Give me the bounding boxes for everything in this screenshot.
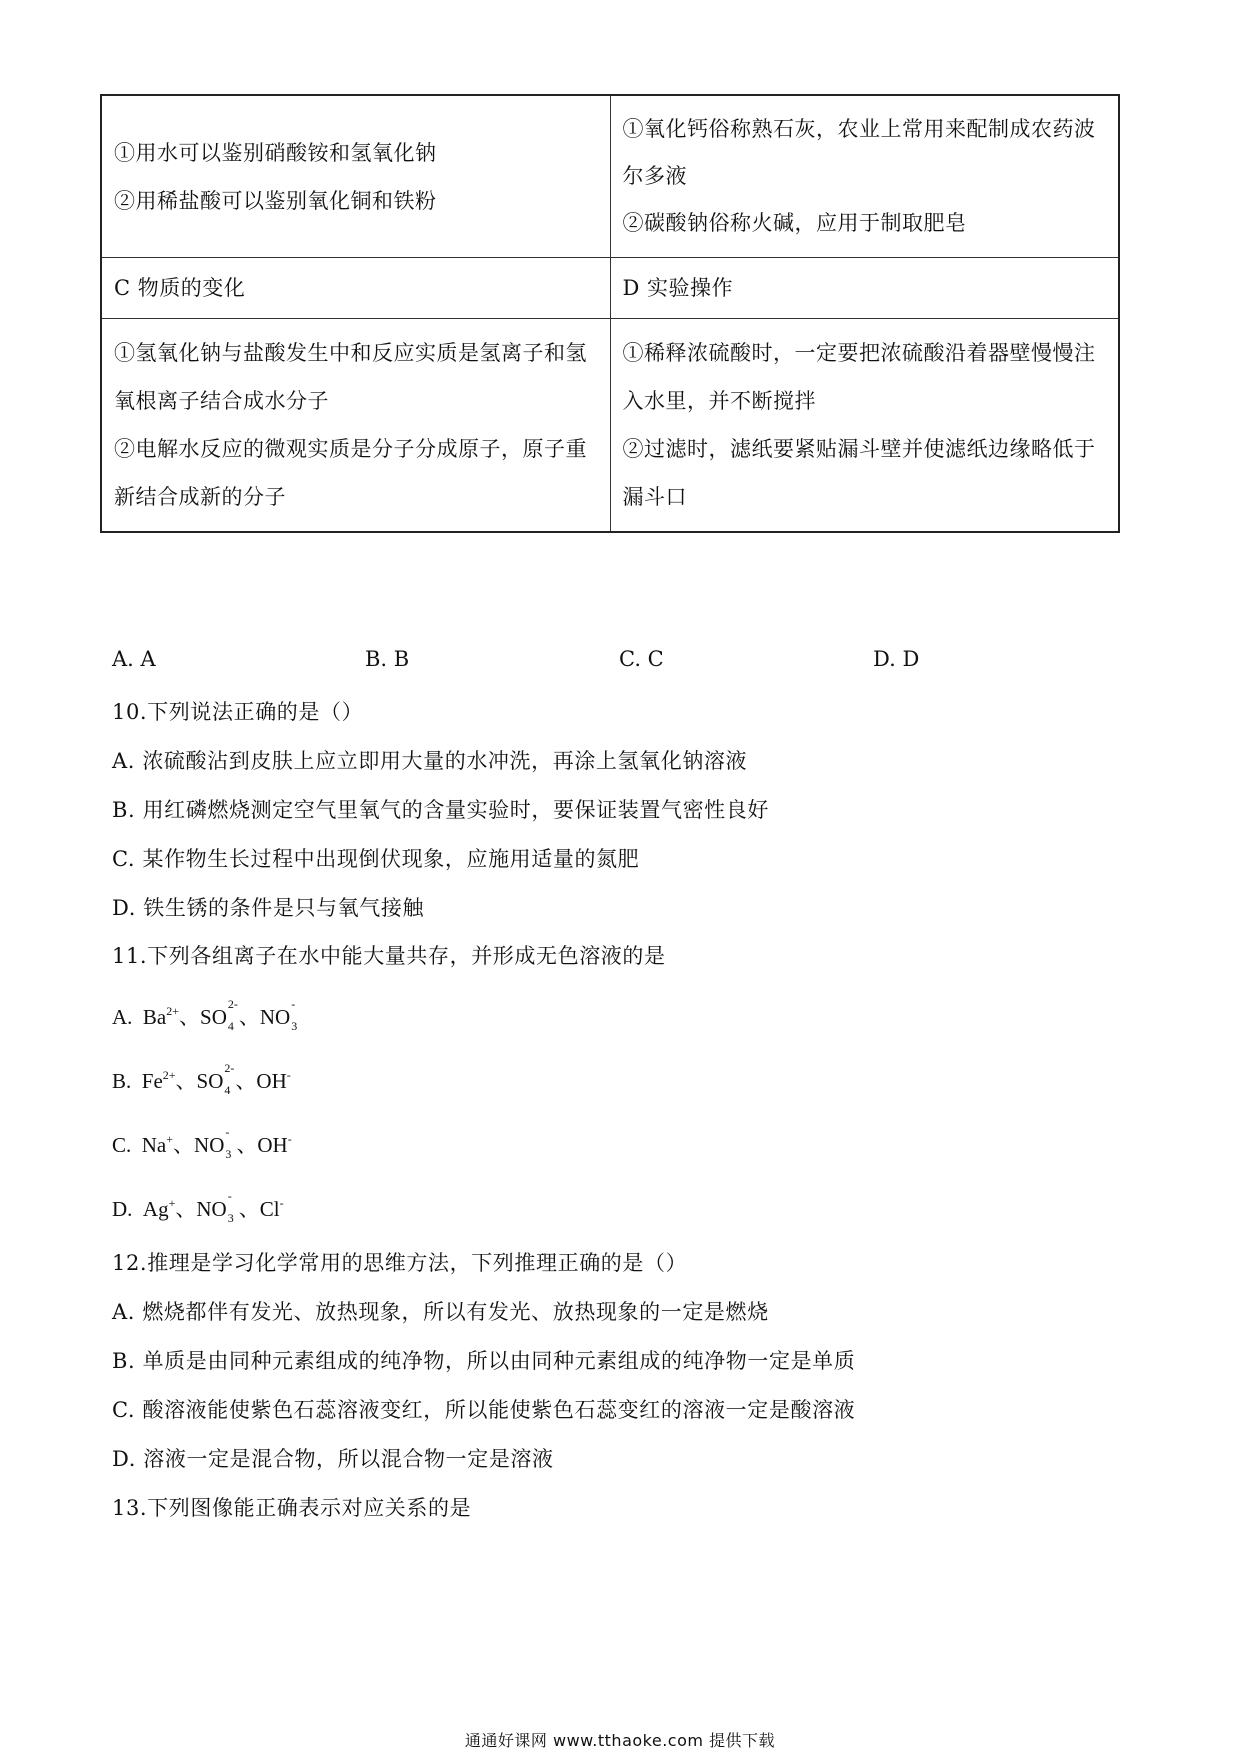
cell-line: 入水里，并不断搅拌 (622, 389, 816, 413)
ion-1: Fe (141, 1069, 163, 1093)
ion-2-subscript: 4 (227, 1019, 234, 1034)
q12-option-c[interactable]: C. 酸溶液能使紫色石蕊溶液变红，所以能使紫色石蕊变红的溶液一定是酸溶液 (112, 1398, 856, 1422)
ion-3-charge: - (287, 1132, 292, 1146)
ion-1: Na (141, 1133, 167, 1157)
option-letter: B. (112, 1069, 132, 1093)
q9-options (112, 647, 1122, 677)
ion-3: 、Cl (238, 1197, 280, 1221)
cell-line: ①稀释浓硫酸时，一定要把浓硫酸沿着器壁慢慢注 (622, 341, 1096, 365)
q13-stem: 13.下列图像能正确表示对应关系的是 (112, 1496, 472, 1520)
cell-line: ①用水可以鉴别硝酸铵和氢氧化钠 (114, 140, 437, 165)
ion-2-subscript: 3 (227, 1211, 234, 1226)
cell-line: ②过滤时，滤纸要紧贴漏斗壁并使滤纸边缘略低于 (622, 437, 1096, 461)
ion-3-charge: - (286, 1068, 291, 1082)
cell-line: ②电解水反应的微观实质是分子分成原子，原子重 (114, 437, 587, 461)
ion-2: 、SO (179, 1005, 227, 1029)
ion-2: 、NO (173, 1133, 225, 1157)
q11-option-d[interactable] (112, 1189, 284, 1226)
ion-2-charge: 2- (227, 997, 238, 1012)
q10-stem: 10.下列说法正确的是（） (112, 700, 364, 724)
q12-option-b[interactable]: B. 单质是由同种元素组成的纯净物，所以由同种元素组成的纯净物一定是单质 (112, 1349, 856, 1373)
option-letter: C. (112, 1133, 132, 1157)
ion-1: Ba (142, 1005, 167, 1029)
q9-option-a[interactable]: A. A (112, 647, 156, 671)
cell-row1-left (101, 95, 610, 258)
cell-row1-right (610, 95, 1119, 258)
q10-option-b[interactable]: B. 用红磷燃烧测定空气里氧气的含量实验时，要保证装置气密性良好 (112, 798, 769, 822)
page-footer: 通通好课网 www.tthaoke.com 提供下载 (464, 1731, 776, 1750)
q10-option-d[interactable]: D. 铁生锈的条件是只与氧气接触 (112, 896, 425, 920)
cell-line: 新结合成新的分子 (114, 485, 286, 509)
ion-2-subsup (223, 1061, 235, 1098)
cell-head-d: D 实验操作 (610, 258, 1119, 319)
q11-option-c[interactable] (112, 1125, 292, 1162)
ion-3-subscript: 3 (291, 1019, 298, 1034)
ion-3-subsup (290, 997, 302, 1034)
ion-1-charge: + (168, 1196, 176, 1210)
q9-option-d[interactable]: D. D (873, 647, 920, 671)
knowledge-table (100, 94, 1120, 533)
ion-1-charge: + (166, 1132, 174, 1146)
ion-1-charge: 2+ (166, 1004, 180, 1018)
ion-2-subsup (227, 1189, 239, 1226)
q11-option-a[interactable] (112, 997, 302, 1034)
ion-2-charge: - (227, 1189, 232, 1204)
q10-option-a[interactable]: A. 浓硫酸沾到皮肤上应立即用大量的水冲洗，再涂上氢氧化钠溶液 (112, 749, 748, 773)
ion-3: 、OH (236, 1133, 288, 1157)
cell-line: 尔多液 (622, 164, 687, 188)
cell-line: 漏斗口 (622, 485, 687, 509)
ion-2-charge: 2- (224, 1061, 235, 1076)
ion-1: Ag (142, 1197, 169, 1221)
cell-line: ②碳酸钠俗称火碱，应用于制取肥皂 (622, 211, 967, 235)
cell-head-c: C 物质的变化 (101, 258, 610, 319)
ion-3-charge: - (291, 997, 296, 1012)
cell-row2-right (610, 319, 1119, 533)
ion-3: 、OH (235, 1069, 287, 1093)
ion-3-charge: - (279, 1196, 284, 1210)
cell-line: ②用稀盐酸可以鉴别氧化铜和铁粉 (114, 188, 437, 213)
q9-option-c[interactable]: C. C (619, 647, 664, 671)
ion-2-subsup (227, 997, 239, 1034)
cell-line: ①氢氧化钠与盐酸发生中和反应实质是氢离子和氢 (114, 341, 587, 365)
ion-3: 、NO (238, 1005, 291, 1029)
cell-row2-left (101, 319, 610, 533)
ion-2-charge: - (225, 1125, 230, 1140)
ion-2-subscript: 3 (225, 1147, 232, 1162)
ion-2: 、NO (175, 1197, 227, 1221)
ion-2-subscript: 4 (224, 1083, 231, 1098)
q11-option-b[interactable] (112, 1061, 291, 1098)
ion-1-charge: 2+ (162, 1068, 176, 1082)
q12-option-d[interactable]: D. 溶液一定是混合物，所以混合物一定是溶液 (112, 1447, 554, 1471)
cell-line: 氧根离子结合成水分子 (114, 389, 329, 413)
q9-option-b[interactable]: B. B (365, 647, 410, 671)
q11-stem: 11.下列各组离子在水中能大量共存，并形成无色溶液的是 (112, 944, 666, 968)
option-letter: A. (112, 1005, 133, 1029)
ion-2: 、SO (175, 1069, 224, 1093)
q10-option-c[interactable]: C. 某作物生长过程中出现倒伏现象，应施用适量的氮肥 (112, 847, 640, 871)
q12-stem: 12.推理是学习化学常用的思维方法，下列推理正确的是（） (112, 1251, 688, 1275)
q12-option-a[interactable]: A. 燃烧都伴有发光、放热现象，所以有发光、放热现象的一定是燃烧 (112, 1300, 769, 1324)
cell-line: ①氧化钙俗称熟石灰，农业上常用来配制成农药波 (622, 117, 1096, 141)
option-letter: D. (112, 1197, 133, 1221)
ion-2-subsup (224, 1125, 236, 1162)
